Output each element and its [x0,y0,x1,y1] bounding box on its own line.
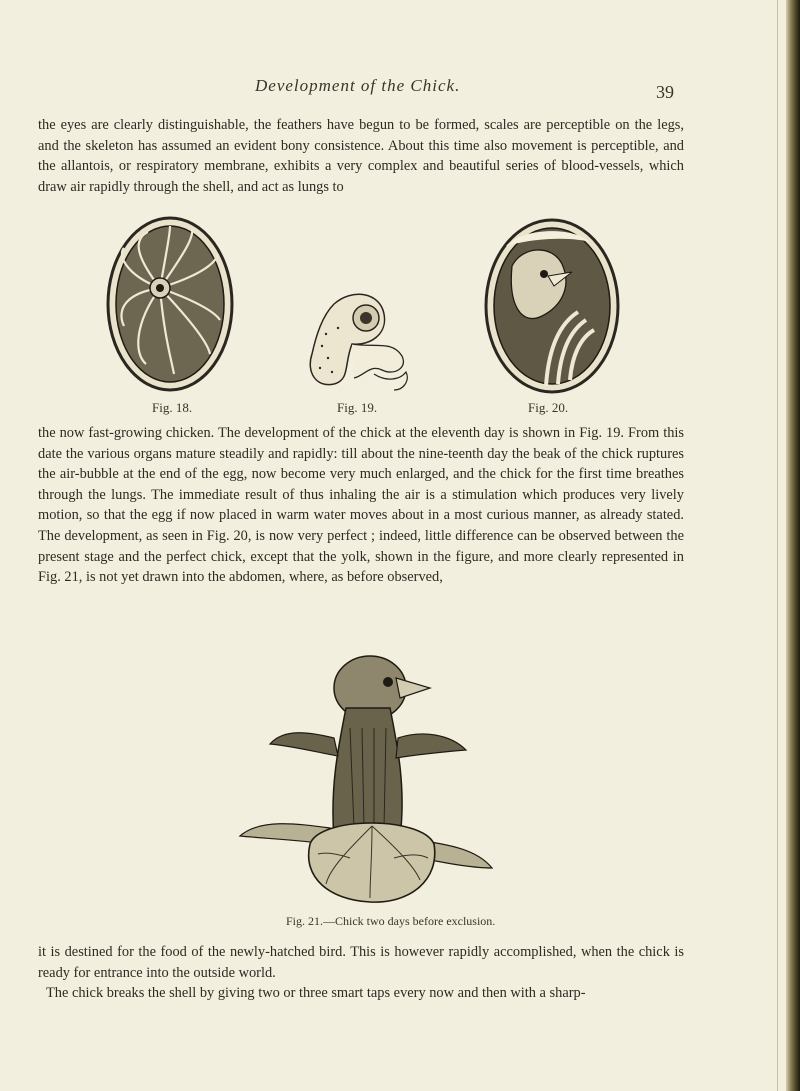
fig-18-caption: Fig. 18. [152,400,193,415]
paragraph-2: the now fast-growing chicken. The development of the chick at the eleventh day is shown in Fig. 19. From this date the various organs mature steadily and rapidly: till about the nine-teenth day the beak of the chick ruptures the air-bubble at the end of the egg, now become very much enlarged, and the chick for the first time breathes through the lungs. The immediate result of thus inhaling the air is a stimulation which produces very lively motion, so that the egg if now placed in warm water moves about in a most curious manner, as already stated. The development, as seen in Fig. 20, is now very perfect ; indeed, little difference can be observed between the present stage and the perfect chick, except that the yolk, shown in the figure, and more clearly represented in Fig. 21, is not yet drawn into the abdomen, where, as before observed, [38,425,684,586]
book-spine-edge [786,0,800,1091]
fig-21-illustration [230,648,500,910]
fig-18-illustration [104,214,236,394]
fig-19-illustration [304,284,414,396]
paragraph-3-part-1: it is destined for the food of the newly-hatched bird. This is however rapidly accomplished, when the chick is ready for entrance into the outside world. [38,944,684,981]
paragraph-1: the eyes are clearly distinguishable, the feathers have begun to be formed, scales are perceptible on the legs, and the skeleton has assumed an evident bony consistence. About this time also movement is perceptible, and the allantois, or respiratory membrane, exhibits a very complex and beautiful series of blood-vessels, which draw air rapidly through the shell, and act as lungs to [38,117,684,195]
running-title: Development of the Chick. [255,76,461,95]
fig-21-caption: Fig. 21.—Chick two days before exclusion. [286,914,496,928]
paragraph-3 [38,942,684,1004]
fig-19-caption: Fig. 19. [337,400,378,415]
fig-20-caption: Fig. 20. [528,400,569,415]
page-number: 39 [656,82,674,102]
fig-20-illustration [482,216,622,396]
paragraph-3-part-2: The chick breaks the shell by giving two or three smart taps every now and then with a sharp- [46,985,586,1002]
page-edge-line [777,0,778,1091]
